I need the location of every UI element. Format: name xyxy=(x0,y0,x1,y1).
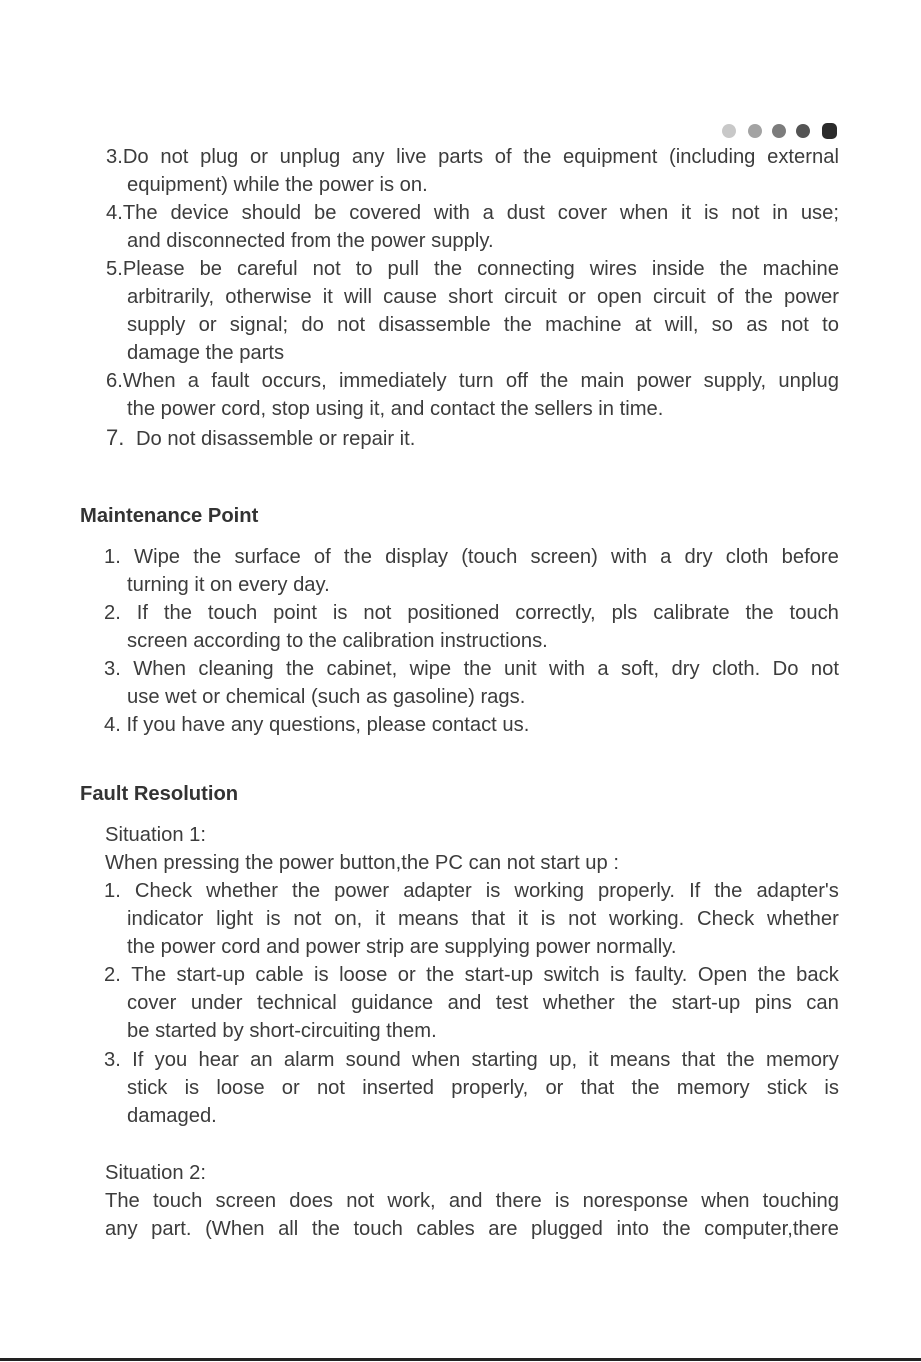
word: not xyxy=(312,258,341,280)
word: the xyxy=(292,880,321,902)
word: there xyxy=(495,1190,542,1212)
word: whether xyxy=(542,992,615,1014)
paragraph-line xyxy=(105,1217,839,1241)
word: with xyxy=(611,546,647,568)
word: any xyxy=(351,146,385,168)
word: cloth xyxy=(725,546,769,568)
word: it xyxy=(375,908,386,930)
word: or xyxy=(281,1077,300,1099)
list-item-line: damaged. xyxy=(127,1105,217,1127)
page-dot xyxy=(796,124,810,138)
word: memory xyxy=(765,1049,839,1071)
word: touch xyxy=(353,1218,403,1240)
page-dot xyxy=(772,124,786,138)
word: light xyxy=(216,908,254,930)
word: correctly, xyxy=(515,602,596,624)
word: soft, xyxy=(620,658,660,680)
word: it xyxy=(322,286,333,308)
word: means xyxy=(397,908,459,930)
word: occurs, xyxy=(261,370,327,392)
word: indicator xyxy=(127,908,204,930)
word: equipment xyxy=(563,146,658,168)
list-item-line xyxy=(127,285,839,309)
word: does xyxy=(289,1190,334,1212)
word: If xyxy=(132,1049,144,1071)
word: (When xyxy=(205,1218,265,1240)
word: cabinet, xyxy=(326,658,398,680)
word: Wipe xyxy=(134,546,181,568)
word: is xyxy=(554,1190,570,1212)
word: touching xyxy=(762,1190,839,1212)
list-item-line: and disconnected from the power supply. xyxy=(127,230,494,252)
word: is xyxy=(540,908,556,930)
word: otherwise xyxy=(225,286,312,308)
word: is xyxy=(610,964,625,986)
word: the xyxy=(503,314,532,336)
word: with xyxy=(433,202,470,224)
word: when xyxy=(701,1190,750,1212)
paragraph-line xyxy=(105,1189,839,1213)
word: not xyxy=(293,908,322,930)
word: the xyxy=(745,602,774,624)
word: live xyxy=(396,146,427,168)
word: inside xyxy=(651,258,705,280)
page-bottom-rule xyxy=(0,1358,921,1361)
word: the xyxy=(463,658,492,680)
word: external xyxy=(767,146,839,168)
word: is xyxy=(184,1077,200,1099)
word: will, xyxy=(664,314,699,336)
word: touch xyxy=(207,602,258,624)
word: pull xyxy=(387,258,419,280)
word: use; xyxy=(800,202,839,224)
word: 5.Please xyxy=(106,258,185,280)
word: screen xyxy=(215,1190,277,1212)
word: cover xyxy=(127,992,177,1014)
page-indicator-dots xyxy=(722,122,842,140)
word: or xyxy=(545,1077,564,1099)
word: turn xyxy=(458,370,494,392)
word: open xyxy=(596,286,642,308)
word: 1. xyxy=(104,546,121,568)
word: the xyxy=(714,880,743,902)
list-item-line xyxy=(106,257,839,281)
word: hear xyxy=(198,1049,239,1071)
word: plug xyxy=(200,146,239,168)
word: will xyxy=(343,286,372,308)
list-item-line xyxy=(106,369,839,393)
word: device xyxy=(170,202,229,224)
word: (including xyxy=(669,146,756,168)
word: loose xyxy=(339,964,388,986)
word: not xyxy=(337,314,366,336)
word: work, xyxy=(387,1190,436,1212)
list-item-line: turning it on every day. xyxy=(127,574,330,596)
list-item-line: the power cord and power strip are supplying power normally. xyxy=(127,936,677,958)
word: loose xyxy=(216,1077,265,1099)
word: pins xyxy=(754,992,792,1014)
word: that xyxy=(471,908,506,930)
word: (touch xyxy=(461,546,518,568)
word: The xyxy=(105,1190,140,1212)
word: disassemble xyxy=(378,314,491,336)
list-item-line xyxy=(104,601,839,625)
section-heading-fault: Fault Resolution xyxy=(80,783,239,805)
word: whether xyxy=(206,880,278,902)
word: as xyxy=(746,314,768,336)
word: touch xyxy=(152,1190,203,1212)
word: the xyxy=(426,964,455,986)
word: the xyxy=(662,1218,691,1240)
word: to xyxy=(355,258,373,280)
word: to xyxy=(822,314,839,336)
word: or xyxy=(198,314,217,336)
word: a xyxy=(482,202,494,224)
word: start-up xyxy=(176,964,245,986)
list-item-line: damage the parts xyxy=(127,342,285,364)
list-item-line xyxy=(127,313,839,337)
word: not xyxy=(731,202,760,224)
word: 4.The xyxy=(106,202,158,224)
word: back xyxy=(796,964,839,986)
word: you xyxy=(154,1049,188,1071)
word: surface xyxy=(234,546,301,568)
page-dot xyxy=(822,123,837,139)
page-dot xyxy=(722,124,736,138)
word: all xyxy=(278,1218,299,1240)
word: parts xyxy=(438,146,484,168)
list-item-line xyxy=(104,963,839,987)
word: supply, xyxy=(703,370,767,392)
word: 1. xyxy=(104,880,121,902)
page-dot xyxy=(748,124,762,138)
word: or xyxy=(567,286,586,308)
word: noresponse xyxy=(582,1190,689,1212)
word: circuit xyxy=(504,286,557,308)
word: touch xyxy=(789,602,839,624)
word: arbitrarily, xyxy=(127,286,215,308)
word: starting xyxy=(471,1049,538,1071)
word: an xyxy=(250,1049,273,1071)
word: under xyxy=(190,992,243,1014)
list-item-line: the power cord, stop using it, and contact the sellers in time. xyxy=(127,398,664,420)
word: Check xyxy=(696,908,755,930)
word: the xyxy=(523,146,552,168)
word: the xyxy=(193,546,222,568)
word: off xyxy=(505,370,528,392)
word: the xyxy=(286,658,315,680)
word: is xyxy=(703,202,719,224)
word: in xyxy=(772,202,788,224)
word: machine xyxy=(545,314,622,336)
word: working xyxy=(514,880,584,902)
word: of xyxy=(716,286,734,308)
word: at xyxy=(634,314,652,336)
word: screen) xyxy=(530,546,598,568)
word: do xyxy=(301,314,324,336)
word: the xyxy=(757,964,786,986)
word: properly, xyxy=(451,1077,529,1099)
word: start-up xyxy=(464,964,534,986)
word: machine xyxy=(762,258,839,280)
word: Check xyxy=(134,880,193,902)
word: not xyxy=(346,1190,375,1212)
word: properly. xyxy=(597,880,676,902)
word: connecting xyxy=(477,258,575,280)
list-item-line xyxy=(104,657,839,681)
word: the xyxy=(726,1049,755,1071)
section-heading-maintenance: Maintenance Point xyxy=(80,505,259,527)
word: is xyxy=(824,1077,839,1099)
word: wipe xyxy=(409,658,452,680)
word: the xyxy=(163,602,192,624)
word: it xyxy=(517,908,528,930)
word: it xyxy=(588,1049,599,1071)
situation-title: Situation 1: xyxy=(105,824,207,846)
word: not xyxy=(363,602,392,624)
word: and xyxy=(447,992,482,1014)
situation-intro: When pressing the power button,the PC can not start up : xyxy=(105,852,619,874)
word: unit xyxy=(504,658,537,680)
word: a xyxy=(597,658,609,680)
word: a xyxy=(187,370,200,392)
word: covered xyxy=(349,202,422,224)
word: it xyxy=(681,202,692,224)
word: are xyxy=(488,1218,518,1240)
situation-title: Situation 2: xyxy=(105,1162,207,1184)
list-item-text: Do not disassemble or repair it. xyxy=(135,428,416,450)
word: or xyxy=(397,964,416,986)
list-item-line xyxy=(106,201,839,225)
word: wires xyxy=(589,258,637,280)
word: positioned xyxy=(407,602,500,624)
word: the xyxy=(744,286,773,308)
word: cleaning xyxy=(198,658,274,680)
word: careful xyxy=(237,258,298,280)
word: so xyxy=(711,314,733,336)
word: dry xyxy=(671,658,700,680)
word: 3. xyxy=(104,658,121,680)
word: unplug xyxy=(778,370,839,392)
word: adapter xyxy=(403,880,472,902)
word: circuit xyxy=(653,286,706,308)
word: be xyxy=(313,202,337,224)
word: stick xyxy=(127,1077,168,1099)
word: can xyxy=(806,992,839,1014)
word: into xyxy=(616,1218,649,1240)
word: unplug xyxy=(279,146,341,168)
word: with xyxy=(549,658,585,680)
word: means xyxy=(609,1049,671,1071)
word: part. xyxy=(151,1218,192,1240)
word: the xyxy=(433,258,463,280)
list-item-number: 7. xyxy=(106,425,125,450)
word: not xyxy=(568,908,597,930)
word: the xyxy=(540,370,569,392)
word: point xyxy=(273,602,317,624)
word: memory xyxy=(676,1077,750,1099)
word: not xyxy=(780,314,809,336)
word: the xyxy=(629,992,658,1014)
word: Open xyxy=(697,964,748,986)
word: alarm xyxy=(283,1049,335,1071)
word: If xyxy=(136,602,148,624)
list-item-line: 4. If you have any questions, please contact us. xyxy=(104,714,530,736)
word: faulty. xyxy=(635,964,688,986)
word: adapter's xyxy=(756,880,839,902)
word: start-up xyxy=(671,992,741,1014)
word: the xyxy=(311,1218,340,1240)
word: short xyxy=(448,286,493,308)
word: when xyxy=(619,202,669,224)
word: not xyxy=(810,658,839,680)
word: cause xyxy=(383,286,437,308)
word: 2. xyxy=(104,964,121,986)
word: 3.Do xyxy=(106,146,149,168)
word: test xyxy=(495,992,529,1014)
word: Do xyxy=(772,658,799,680)
word: main xyxy=(580,370,625,392)
word: working. xyxy=(609,908,685,930)
word: immediately xyxy=(338,370,447,392)
word: 6.When xyxy=(106,370,176,392)
word: is xyxy=(332,602,348,624)
word: If xyxy=(689,880,701,902)
word: power xyxy=(783,286,839,308)
word: power xyxy=(636,370,692,392)
word: on, xyxy=(334,908,363,930)
list-item-line xyxy=(106,426,415,451)
list-item-line xyxy=(104,879,839,903)
word: of xyxy=(313,546,331,568)
list-item-line: be started by short-circuiting them. xyxy=(127,1020,437,1042)
list-item-line: equipment) while the power is on. xyxy=(127,174,428,196)
list-item-line xyxy=(127,991,839,1015)
word: computer,there xyxy=(704,1218,839,1240)
word: dry xyxy=(684,546,713,568)
word: the xyxy=(631,1077,660,1099)
word: the xyxy=(719,258,748,280)
list-item-line: screen according to the calibration instructions. xyxy=(127,630,548,652)
word: not xyxy=(316,1077,346,1099)
word: should xyxy=(241,202,302,224)
word: dust xyxy=(506,202,545,224)
word: calibrate xyxy=(653,602,730,624)
word: any xyxy=(105,1218,138,1240)
word: cloth. xyxy=(711,658,761,680)
word: switch xyxy=(543,964,600,986)
word: 3. xyxy=(104,1049,121,1071)
word: stick xyxy=(766,1077,808,1099)
word: When xyxy=(133,658,186,680)
word: cables xyxy=(416,1218,475,1240)
word: that xyxy=(580,1077,615,1099)
word: guidance xyxy=(351,992,434,1014)
word: that xyxy=(681,1049,716,1071)
word: cover xyxy=(557,202,608,224)
word: supply xyxy=(127,314,186,336)
word: before xyxy=(781,546,839,568)
word: technical xyxy=(257,992,337,1014)
list-item-line: use wet or chemical (such as gasoline) rags. xyxy=(127,686,526,708)
word: 2. xyxy=(104,602,121,624)
word: The xyxy=(131,964,167,986)
word: power xyxy=(334,880,390,902)
word: when xyxy=(411,1049,461,1071)
word: signal; xyxy=(229,314,289,336)
word: cable xyxy=(255,964,304,986)
word: not xyxy=(160,146,189,168)
word: a xyxy=(660,546,672,568)
word: is xyxy=(314,964,329,986)
list-item-line xyxy=(127,1076,839,1100)
word: the xyxy=(343,546,372,568)
word: plugged xyxy=(531,1218,603,1240)
word: fault xyxy=(211,370,250,392)
word: display xyxy=(385,546,449,568)
word: or xyxy=(249,146,268,168)
word: inserted xyxy=(362,1077,435,1099)
word: sound xyxy=(345,1049,401,1071)
word: of xyxy=(494,146,512,168)
word: pls xyxy=(611,602,638,624)
word: up, xyxy=(549,1049,578,1071)
word: is xyxy=(485,880,501,902)
word: be xyxy=(199,258,223,280)
list-item-line xyxy=(104,1048,839,1072)
word: is xyxy=(265,908,281,930)
word: and xyxy=(448,1190,483,1212)
list-item-line xyxy=(127,907,839,931)
list-item-line xyxy=(104,545,839,569)
word: whether xyxy=(767,908,839,930)
list-item-line xyxy=(106,145,839,169)
